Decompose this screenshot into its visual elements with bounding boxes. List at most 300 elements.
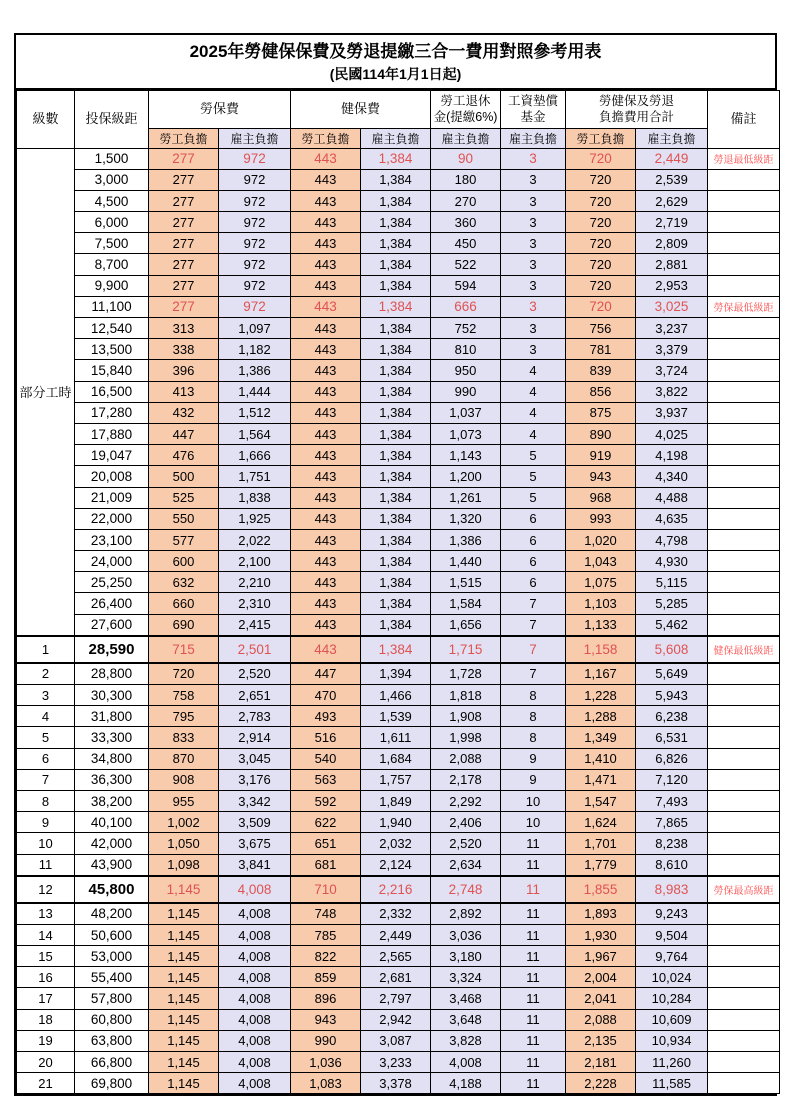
table-row: [17, 318, 780, 339]
cell-value: 443: [291, 212, 361, 233]
cell-remark: [708, 614, 780, 636]
cell-remark: [708, 903, 780, 925]
table-row: [17, 903, 780, 925]
cell-value: 277: [149, 254, 219, 275]
cell-value: 2,310: [219, 593, 291, 614]
cell-value: 3: [501, 318, 566, 339]
cell-value: 540: [291, 748, 361, 769]
cell-value: 1,539: [361, 706, 431, 727]
cell-value: 666: [431, 296, 501, 317]
cell-level: 14: [17, 924, 75, 945]
cell-bracket: 38,200: [75, 790, 149, 811]
cell-value: 1,384: [361, 551, 431, 572]
cell-remark: [708, 833, 780, 854]
cell-value: 3,025: [636, 296, 708, 317]
cell-level: 6: [17, 748, 75, 769]
cell-value: 2,651: [219, 685, 291, 706]
cell-value: 990: [291, 1030, 361, 1051]
cell-value: 11: [501, 903, 566, 925]
cell-value: 2,629: [636, 190, 708, 211]
cell-remark: [708, 1052, 780, 1073]
table-row: [17, 339, 780, 360]
cell-value: 651: [291, 833, 361, 854]
table-row: [17, 254, 780, 275]
header-remark: 備註: [708, 90, 780, 148]
cell-value: 1,908: [431, 706, 501, 727]
cell-value: 443: [291, 318, 361, 339]
cell-level: 19: [17, 1030, 75, 1051]
header-wage-fund-line1: 工資墊償: [508, 93, 559, 108]
cell-value: 360: [431, 212, 501, 233]
cell-remark: [708, 1030, 780, 1051]
cell-value: 1,466: [361, 685, 431, 706]
cell-value: 681: [291, 854, 361, 876]
cell-value: 1,384: [361, 508, 431, 529]
table-row: [17, 854, 780, 876]
table-row: [17, 924, 780, 945]
cell-value: 6: [501, 551, 566, 572]
cell-value: 622: [291, 812, 361, 833]
cell-value: 1,145: [149, 1030, 219, 1051]
header-pension-line1: 勞工退休: [440, 93, 491, 108]
cell-value: 1,002: [149, 812, 219, 833]
table-row: [17, 876, 780, 903]
cell-value: 943: [291, 1009, 361, 1030]
cell-value: 9,504: [636, 924, 708, 945]
cell-value: 972: [219, 148, 291, 169]
cell-value: 1,384: [361, 572, 431, 593]
cell-value: 8,610: [636, 854, 708, 876]
table-row: [17, 190, 780, 211]
cell-bracket: 57,800: [75, 988, 149, 1009]
cell-value: 8: [501, 706, 566, 727]
cell-value: 1,855: [566, 876, 636, 903]
cell-value: 1,073: [431, 423, 501, 444]
cell-value: 5,649: [636, 663, 708, 685]
cell-value: 2,449: [361, 924, 431, 945]
cell-value: 1,083: [291, 1073, 361, 1094]
cell-value: 443: [291, 148, 361, 169]
cell-remark: [708, 663, 780, 685]
cell-value: 2,501: [219, 636, 291, 663]
cell-bracket: 28,590: [75, 636, 149, 663]
cell-value: 522: [431, 254, 501, 275]
cell-remark: [708, 360, 780, 381]
cell-value: 6: [501, 572, 566, 593]
cell-value: 3,176: [219, 769, 291, 790]
table-row: [17, 833, 780, 854]
cell-value: 1,515: [431, 572, 501, 593]
cell-value: 270: [431, 190, 501, 211]
cell-value: 2,681: [361, 967, 431, 988]
cell-value: 632: [149, 572, 219, 593]
cell-bracket: 16,500: [75, 381, 149, 402]
cell-value: 1,145: [149, 1052, 219, 1073]
cell-value: 2,178: [431, 769, 501, 790]
table-row: [17, 423, 780, 444]
fee-reference-sheet: [14, 33, 777, 1096]
table-row: [17, 1052, 780, 1073]
cell-remark: [708, 1073, 780, 1094]
cell-value: 500: [149, 466, 219, 487]
cell-value: 1,715: [431, 636, 501, 663]
cell-value: 1,228: [566, 685, 636, 706]
cell-value: 1,998: [431, 727, 501, 748]
cell-value: 3,822: [636, 381, 708, 402]
cell-bracket: 66,800: [75, 1052, 149, 1073]
cell-bracket: 7,500: [75, 233, 149, 254]
cell-value: 5,115: [636, 572, 708, 593]
cell-value: 1,200: [431, 466, 501, 487]
cell-value: 2,565: [361, 946, 431, 967]
cell-level: 12: [17, 876, 75, 903]
cell-value: 1,386: [219, 360, 291, 381]
cell-remark: [708, 233, 780, 254]
cell-value: 443: [291, 254, 361, 275]
cell-remark: [708, 593, 780, 614]
subheader-health-employer: 雇主負擔: [361, 128, 431, 148]
cell-remark: [708, 572, 780, 593]
cell-value: 592: [291, 790, 361, 811]
cell-value: 11,260: [636, 1052, 708, 1073]
cell-value: 870: [149, 748, 219, 769]
cell-value: 5,285: [636, 593, 708, 614]
cell-value: 690: [149, 614, 219, 636]
cell-level: 7: [17, 769, 75, 790]
cell-value: 1,818: [431, 685, 501, 706]
cell-value: 443: [291, 296, 361, 317]
cell-value: 1,098: [149, 854, 219, 876]
cell-value: 1,384: [361, 445, 431, 466]
cell-value: 2,953: [636, 275, 708, 296]
cell-value: 720: [149, 663, 219, 685]
table-header: [17, 90, 780, 148]
cell-bracket: 50,600: [75, 924, 149, 945]
table-row: [17, 233, 780, 254]
cell-value: 1,584: [431, 593, 501, 614]
cell-value: 875: [566, 402, 636, 423]
cell-bracket: 55,400: [75, 967, 149, 988]
cell-bracket: 3,000: [75, 169, 149, 190]
cell-level: 10: [17, 833, 75, 854]
cell-value: 447: [149, 423, 219, 444]
cell-remark: [708, 1009, 780, 1030]
header-total-line2: 負擔費用合計: [599, 110, 675, 125]
cell-level: 16: [17, 967, 75, 988]
cell-value: 2,914: [219, 727, 291, 748]
cell-value: 3,937: [636, 402, 708, 423]
cell-value: 1,145: [149, 967, 219, 988]
cell-bracket: 24,000: [75, 551, 149, 572]
cell-value: 756: [566, 318, 636, 339]
cell-value: 4: [501, 360, 566, 381]
cell-value: 6: [501, 529, 566, 550]
cell-value: 10: [501, 812, 566, 833]
cell-value: 1,779: [566, 854, 636, 876]
cell-value: 1,145: [149, 876, 219, 903]
table-row: [17, 508, 780, 529]
cell-value: 4,488: [636, 487, 708, 508]
cell-value: 1,838: [219, 487, 291, 508]
cell-value: 990: [431, 381, 501, 402]
table-row: [17, 296, 780, 317]
cell-value: 1,075: [566, 572, 636, 593]
table-row: [17, 212, 780, 233]
cell-value: 2,292: [431, 790, 501, 811]
cell-value: 432: [149, 402, 219, 423]
cell-value: 839: [566, 360, 636, 381]
table-row: [17, 636, 780, 663]
cell-value: 3: [501, 233, 566, 254]
cell-value: 1,384: [361, 275, 431, 296]
cell-remark: [708, 988, 780, 1009]
cell-value: 720: [566, 275, 636, 296]
cell-value: 470: [291, 685, 361, 706]
cell-remark: [708, 529, 780, 550]
fee-comparison-table: [16, 90, 780, 1095]
cell-value: 785: [291, 924, 361, 945]
cell-value: 7: [501, 636, 566, 663]
cell-value: 396: [149, 360, 219, 381]
cell-bracket: 53,000: [75, 946, 149, 967]
cell-value: 3,675: [219, 833, 291, 854]
cell-value: 1,384: [361, 339, 431, 360]
cell-value: 3,378: [361, 1073, 431, 1094]
cell-remark: [708, 423, 780, 444]
cell-value: 4,008: [431, 1052, 501, 1073]
table-row: [17, 812, 780, 833]
cell-value: 2,881: [636, 254, 708, 275]
cell-value: 10,284: [636, 988, 708, 1009]
cell-bracket: 40,100: [75, 812, 149, 833]
cell-value: 7,493: [636, 790, 708, 811]
cell-value: 3: [501, 275, 566, 296]
cell-value: 1,384: [361, 148, 431, 169]
header-health-insurance: 健保費: [291, 90, 431, 128]
cell-value: 3: [501, 296, 566, 317]
cell-value: 822: [291, 946, 361, 967]
table-body: [17, 148, 780, 1094]
cell-value: 3,087: [361, 1030, 431, 1051]
cell-value: 11: [501, 1009, 566, 1030]
cell-value: 2,449: [636, 148, 708, 169]
cell-bracket: 45,800: [75, 876, 149, 903]
cell-value: 11: [501, 967, 566, 988]
cell-value: 1,384: [361, 169, 431, 190]
cell-value: 2,041: [566, 988, 636, 1009]
cell-value: 3,828: [431, 1030, 501, 1051]
cell-bracket: 13,500: [75, 339, 149, 360]
table-row: [17, 706, 780, 727]
table-row: [17, 487, 780, 508]
cell-bracket: 25,250: [75, 572, 149, 593]
cell-value: 4,008: [219, 1052, 291, 1073]
cell-value: 2,332: [361, 903, 431, 925]
table-row: [17, 1030, 780, 1051]
table-row: [17, 381, 780, 402]
cell-value: 1,666: [219, 445, 291, 466]
cell-bracket: 30,300: [75, 685, 149, 706]
cell-value: 972: [219, 275, 291, 296]
header-pension: [431, 90, 501, 128]
cell-value: 2,100: [219, 551, 291, 572]
cell-value: 6: [501, 508, 566, 529]
table-row: [17, 946, 780, 967]
cell-value: 2,210: [219, 572, 291, 593]
cell-value: 3,237: [636, 318, 708, 339]
cell-value: 859: [291, 967, 361, 988]
cell-value: 715: [149, 636, 219, 663]
cell-value: 3: [501, 190, 566, 211]
cell-value: 968: [566, 487, 636, 508]
cell-level: 15: [17, 946, 75, 967]
cell-level: 2: [17, 663, 75, 685]
cell-value: 277: [149, 190, 219, 211]
header-total: [566, 90, 708, 128]
cell-value: 720: [566, 233, 636, 254]
cell-value: 443: [291, 233, 361, 254]
cell-value: 1,145: [149, 1009, 219, 1030]
cell-value: 443: [291, 593, 361, 614]
table-row: [17, 790, 780, 811]
cell-remark: [708, 727, 780, 748]
cell-value: 10,024: [636, 967, 708, 988]
cell-remark: [708, 466, 780, 487]
cell-value: 2,942: [361, 1009, 431, 1030]
cell-bracket: 4,500: [75, 190, 149, 211]
cell-value: 9,243: [636, 903, 708, 925]
cell-remark: 勞退最低級距: [708, 148, 780, 169]
cell-value: 277: [149, 233, 219, 254]
cell-value: 1,384: [361, 381, 431, 402]
cell-value: 443: [291, 466, 361, 487]
cell-value: 3,233: [361, 1052, 431, 1073]
cell-value: 11: [501, 1073, 566, 1094]
cell-value: 720: [566, 254, 636, 275]
subheader-pension-employer: 雇主負擔: [431, 128, 501, 148]
cell-value: 3,648: [431, 1009, 501, 1030]
cell-value: 443: [291, 551, 361, 572]
table-row: [17, 360, 780, 381]
table-row: [17, 1073, 780, 1094]
cell-bracket: 9,900: [75, 275, 149, 296]
cell-value: 9,764: [636, 946, 708, 967]
table-row: [17, 663, 780, 685]
table-row: [17, 529, 780, 550]
cell-level: 1: [17, 636, 75, 663]
cell-value: 1,145: [149, 1073, 219, 1094]
cell-value: 972: [219, 169, 291, 190]
cell-bracket: 22,000: [75, 508, 149, 529]
cell-value: 338: [149, 339, 219, 360]
table-row: [17, 466, 780, 487]
cell-value: 795: [149, 706, 219, 727]
cell-value: 516: [291, 727, 361, 748]
cell-value: 3,468: [431, 988, 501, 1009]
table-row: [17, 1009, 780, 1030]
cell-bracket: 31,800: [75, 706, 149, 727]
cell-value: 1,611: [361, 727, 431, 748]
table-row: [17, 967, 780, 988]
header-wage-fund: [501, 90, 566, 128]
cell-value: 993: [566, 508, 636, 529]
cell-remark: [708, 339, 780, 360]
cell-level: 20: [17, 1052, 75, 1073]
cell-value: 2,634: [431, 854, 501, 876]
cell-value: 10: [501, 790, 566, 811]
cell-remark: 勞保最高級距: [708, 876, 780, 903]
cell-value: 443: [291, 190, 361, 211]
cell-value: 277: [149, 296, 219, 317]
cell-value: 1,925: [219, 508, 291, 529]
cell-remark: [708, 212, 780, 233]
cell-bracket: 15,840: [75, 360, 149, 381]
cell-bracket: 42,000: [75, 833, 149, 854]
table-row: [17, 275, 780, 296]
cell-value: 3,342: [219, 790, 291, 811]
table-row: [17, 445, 780, 466]
cell-value: 1,386: [431, 529, 501, 550]
cell-value: 550: [149, 508, 219, 529]
cell-value: 5,608: [636, 636, 708, 663]
cell-bracket: 26,400: [75, 593, 149, 614]
cell-bracket: 19,047: [75, 445, 149, 466]
cell-remark: [708, 706, 780, 727]
table-row: [17, 572, 780, 593]
cell-bracket: 20,008: [75, 466, 149, 487]
cell-value: 1,384: [361, 593, 431, 614]
cell-bracket: 17,880: [75, 423, 149, 444]
cell-value: 1,288: [566, 706, 636, 727]
cell-value: 1,145: [149, 988, 219, 1009]
cell-value: 8: [501, 727, 566, 748]
cell-value: 2,406: [431, 812, 501, 833]
cell-value: 3,379: [636, 339, 708, 360]
cell-value: 1,384: [361, 318, 431, 339]
cell-value: 2,004: [566, 967, 636, 988]
table-row: [17, 727, 780, 748]
cell-value: 476: [149, 445, 219, 466]
cell-value: 3,045: [219, 748, 291, 769]
cell-value: 1,967: [566, 946, 636, 967]
cell-value: 11: [501, 876, 566, 903]
cell-value: 3: [501, 169, 566, 190]
cell-level: 4: [17, 706, 75, 727]
cell-value: 277: [149, 212, 219, 233]
cell-value: 1,444: [219, 381, 291, 402]
cell-value: 277: [149, 169, 219, 190]
cell-value: 1,097: [219, 318, 291, 339]
cell-value: 11: [501, 988, 566, 1009]
header-pension-line2: 金(提繳6%): [433, 110, 498, 125]
cell-value: 972: [219, 233, 291, 254]
cell-value: 1,145: [149, 924, 219, 945]
cell-value: 11: [501, 1052, 566, 1073]
cell-value: 10,934: [636, 1030, 708, 1051]
cell-value: 4,008: [219, 1009, 291, 1030]
cell-value: 1,103: [566, 593, 636, 614]
cell-value: 443: [291, 402, 361, 423]
cell-level: 21: [17, 1073, 75, 1094]
cell-value: 4,008: [219, 1073, 291, 1094]
cell-value: 1,145: [149, 903, 219, 925]
cell-remark: [708, 685, 780, 706]
cell-value: 1,440: [431, 551, 501, 572]
cell-value: 90: [431, 148, 501, 169]
table-row: [17, 988, 780, 1009]
cell-value: 10,609: [636, 1009, 708, 1030]
cell-value: 1,037: [431, 402, 501, 423]
